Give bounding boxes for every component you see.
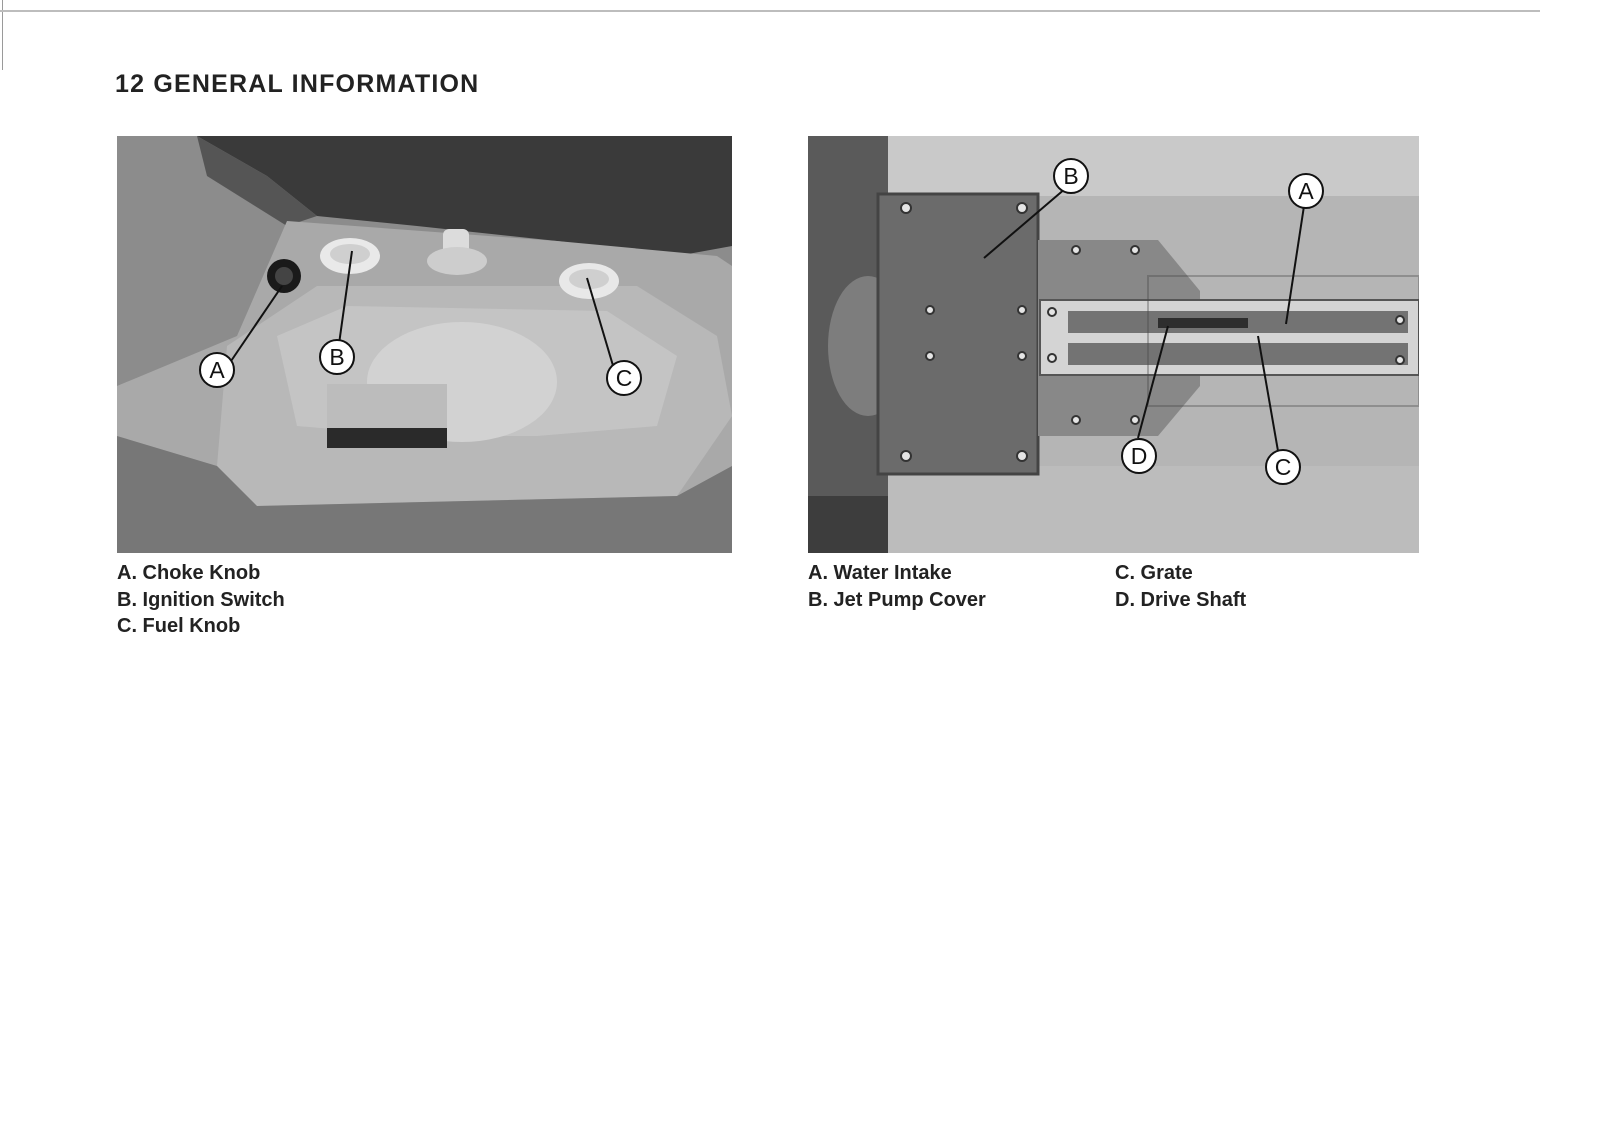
callout-b: [320, 340, 354, 374]
caption-item: C. Fuel Knob: [117, 615, 241, 637]
caption-item: C. Grate: [1115, 562, 1193, 584]
caption-item: B. Ignition Switch: [117, 588, 285, 611]
callout-a: [200, 353, 234, 387]
top-rule: [0, 10, 1540, 12]
jet-pump-illustration: [808, 136, 1419, 553]
svg-text:A: A: [1298, 178, 1314, 204]
control-panel-illustration: [117, 136, 732, 553]
caption-list-jet-pump-col2: [1115, 560, 1375, 613]
photo-control-panel: [117, 136, 732, 553]
callout-c: [607, 361, 641, 395]
callout-d: [1122, 439, 1156, 473]
caption-item: D. Drive Shaft: [1115, 588, 1247, 611]
callout-a: [1289, 174, 1323, 208]
svg-text:B: B: [329, 344, 345, 370]
caption-item: B. Jet Pump Cover: [808, 588, 986, 611]
svg-text:B: B: [1063, 163, 1079, 189]
svg-text:D: D: [1130, 443, 1148, 469]
caption-item: A. Water Intake: [808, 562, 952, 584]
caption-list-control-panel: [117, 560, 417, 640]
svg-text:C: C: [1274, 454, 1292, 480]
svg-text:C: C: [615, 365, 633, 391]
callout-b: [1054, 159, 1088, 193]
caption-list-jet-pump-col1: [808, 560, 1088, 613]
photo-jet-pump: [808, 136, 1419, 553]
svg-text:A: A: [209, 357, 225, 383]
caption-item: A. Choke Knob: [117, 562, 261, 584]
page-title: 12 GENERAL INFORMATION: [115, 70, 480, 98]
callout-c: [1266, 450, 1300, 484]
